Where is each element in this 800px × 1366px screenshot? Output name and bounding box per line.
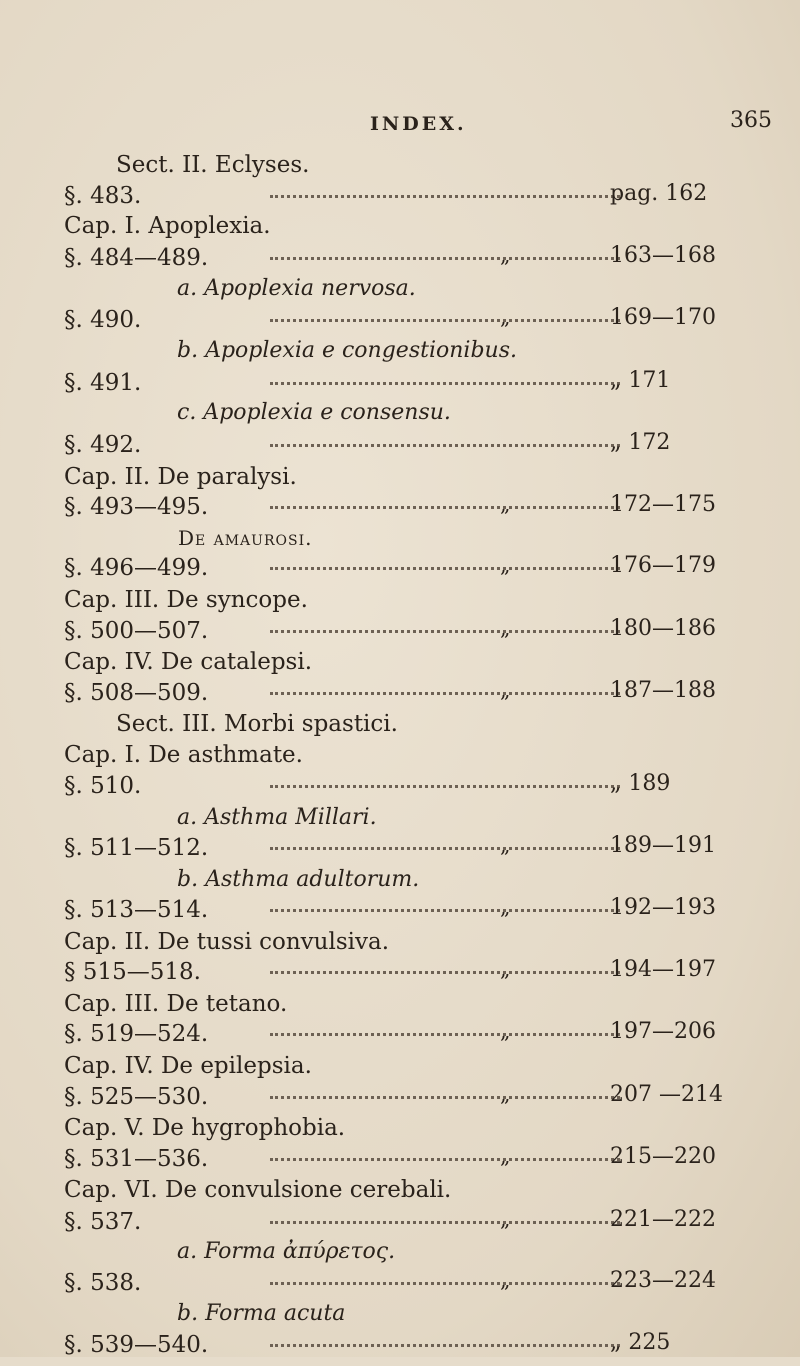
page-reference: 176—179 [610, 553, 716, 578]
ditto-mark: „ [500, 678, 511, 702]
entry-text: §. 525—530. [64, 1084, 209, 1110]
page-reference: 194—197 [610, 957, 716, 982]
entry-text: Cap. III. De syncope. [64, 587, 308, 613]
page-reference: 163—168 [610, 243, 716, 268]
index-entry-par [0, 895, 800, 931]
dot-leader [270, 195, 620, 198]
entry-text: b. Forma acuta [177, 1301, 346, 1326]
page-reference: „ 225 [610, 1330, 671, 1355]
entry-text: §. 539—540. [64, 1332, 209, 1358]
entry-text: c. Apoplexia e consensu. [177, 400, 451, 425]
entry-text: b. Asthma adultorum. [177, 867, 420, 892]
dot-leader [270, 382, 620, 385]
index-entry-cap [0, 1175, 800, 1211]
index-entry-par [0, 553, 800, 589]
entry-text: §. 537. [64, 1209, 142, 1235]
entry-text: b. Apoplexia e congestionibus. [177, 338, 517, 363]
ditto-mark: „ [500, 833, 511, 857]
entry-text: Cap. II. De tussi convulsiva. [64, 929, 390, 955]
page-reference: 187—188 [610, 678, 716, 703]
entry-text: a. Asthma Millari. [177, 805, 377, 830]
index-entry-par [0, 430, 800, 466]
entry-text: §. 491. [64, 370, 142, 396]
dot-leader [270, 692, 620, 695]
dot-leader [270, 1096, 620, 1099]
entry-text: Cap. IV. De catalepsi. [64, 649, 313, 675]
ditto-mark: „ [500, 1268, 511, 1292]
page-reference: „ 171 [610, 368, 671, 393]
entry-text: §. 519—524. [64, 1021, 209, 1047]
entry-text: §. 483. [64, 183, 142, 209]
index-entry-par [0, 1019, 800, 1055]
entry-text: §. 513—514. [64, 897, 209, 923]
dot-leader [270, 785, 620, 788]
ditto-mark: „ [500, 1019, 511, 1043]
entry-text: §. 511—512. [64, 835, 209, 861]
page-reference: 215—220 [610, 1144, 716, 1169]
page-reference: 192—193 [610, 895, 716, 920]
page-reference: 180—186 [610, 616, 716, 641]
entry-text: §. 508—509. [64, 680, 209, 706]
dot-leader [270, 630, 620, 633]
entry-text: §. 484—489. [64, 245, 209, 271]
ditto-mark: „ [500, 243, 511, 267]
entry-text: Cap. III. De tetano. [64, 991, 288, 1017]
entry-text: §. 510. [64, 773, 142, 799]
index-entry-cap [0, 211, 800, 247]
entry-text: §. 492. [64, 432, 142, 458]
dot-leader [270, 319, 620, 322]
page-reference: 169—170 [610, 305, 716, 330]
entry-text: a. Forma ἀπύρετος. [177, 1239, 396, 1264]
entry-text: Cap. II. De paralysi. [64, 464, 297, 490]
dot-leader [270, 1344, 620, 1347]
page-reference: 197—206 [610, 1019, 716, 1044]
entry-text: § 515—518. [64, 959, 201, 985]
entry-text: a. Apoplexia nervosa. [177, 276, 416, 301]
entry-text: Cap. I. De asthmate. [64, 742, 303, 768]
entry-text: Cap. I. Apoplexia. [64, 213, 271, 239]
ditto-mark: „ [500, 957, 511, 981]
entry-text: §. 531—536. [64, 1146, 209, 1172]
entry-text: Sect. III. Morbi spastici. [116, 711, 398, 737]
entry-text: §. 490. [64, 307, 142, 333]
index-entry-par [0, 1330, 800, 1366]
index-entry-par [0, 833, 800, 869]
entry-text: §. 496—499. [64, 555, 209, 581]
dot-leader [270, 1282, 620, 1285]
page-reference: 221—222 [610, 1207, 716, 1232]
entry-text: Cap. VI. De convulsione cerebali. [64, 1177, 452, 1203]
ditto-mark: „ [500, 1207, 511, 1231]
entry-text: §. 500—507. [64, 618, 209, 644]
ditto-mark: „ [500, 895, 511, 919]
index-entry-par [0, 771, 800, 807]
page-reference: 172—175 [610, 492, 716, 517]
dot-leader [270, 1033, 620, 1036]
page-reference: 223—224 [610, 1268, 716, 1293]
dot-leader [270, 257, 620, 260]
ditto-mark: „ [500, 1082, 511, 1106]
entry-text: Cap. V. De hygrophobia. [64, 1115, 346, 1141]
dot-leader [270, 971, 620, 974]
entry-text: §. 538. [64, 1270, 142, 1296]
dot-leader [270, 847, 620, 850]
ditto-mark: „ [500, 1144, 511, 1168]
index-entry-sub [0, 336, 800, 372]
dot-leader [270, 909, 620, 912]
dot-leader [270, 444, 620, 447]
page-reference: „ 189 [610, 771, 671, 796]
index-entry-par [0, 957, 800, 993]
entry-text: Cap. IV. De epilepsia. [64, 1053, 312, 1079]
entry-text: §. 493—495. [64, 494, 209, 520]
ditto-mark: „ [500, 553, 511, 577]
dot-leader [270, 567, 620, 570]
dot-leader [270, 1158, 620, 1161]
page-reference: 189—191 [610, 833, 716, 858]
running-head: INDEX. [370, 113, 467, 135]
dot-leader [270, 506, 620, 509]
ditto-mark: „ [500, 305, 511, 329]
ditto-mark: „ [500, 492, 511, 516]
entry-text: De amaurosi. [178, 526, 313, 550]
page-reference: 207 —214 [610, 1082, 723, 1107]
index-entry-sub [0, 398, 800, 434]
page-reference: pag. 162 [610, 181, 708, 206]
ditto-mark: „ [500, 616, 511, 640]
dot-leader [270, 1221, 620, 1224]
entry-text: Sect. II. Eclyses. [116, 152, 310, 178]
page-reference: „ 172 [610, 430, 671, 455]
page-number: 365 [730, 108, 772, 133]
